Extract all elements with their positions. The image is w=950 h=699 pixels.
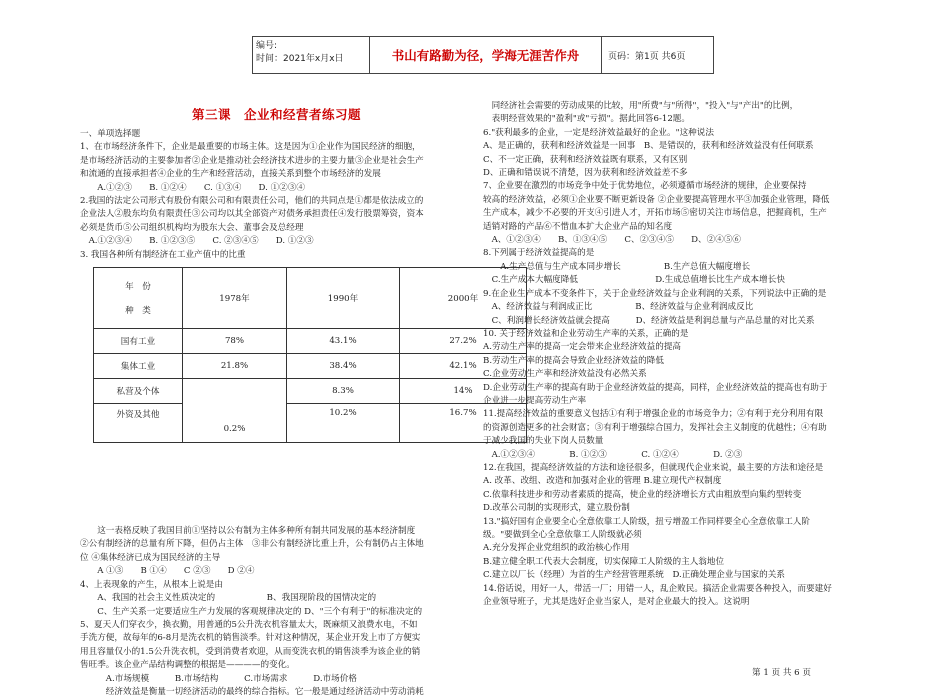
text-line: A. 改革、改组、改造和加强对企业的管理 B.建立现代产权制度 <box>483 476 722 487</box>
text-line: C、生产关系一定要适应生产力发展的客观规律决定的 D、"三个有利于"的标准决定的 <box>80 606 423 617</box>
text-line: B.建立健全职工代表大会制度，切实保障工人阶级的主人翁地位 <box>483 556 725 567</box>
text-line: A、我国的社会主义性质决定的 B、我国现阶段的国情决定的 <box>80 593 377 604</box>
table-row-label: 私营及个体 <box>94 379 183 404</box>
document-header <box>252 36 714 74</box>
table-row <box>94 379 527 404</box>
table-cell: 8.3% <box>287 379 400 404</box>
text-line: A.①②③④ B. ①②③⑤ C. ②③④⑤ D. ①②③ <box>80 236 314 247</box>
text-line: A.①②③④ B. ①②③ C. ①②④ D. ②③ <box>483 449 743 460</box>
text-line: 手洗方便，故每年的6-8月是洗衣机的销售淡季。针对这种情况，某企业开发上市了方便实 <box>80 633 421 644</box>
text-line: 位 ④集体经济已成为国民经济的主导 <box>80 552 221 563</box>
text-line: 于减少我国的失业下岗人员数量 <box>483 436 604 447</box>
table-cell: 16.7% <box>400 404 527 443</box>
page-title: 第三课 企业和经营者练习题 <box>192 107 362 122</box>
table-row-label: 集体工业 <box>94 354 183 379</box>
text-line: C、利润增长经济效益就会提高 D、经济效益是利润总量与产品总量的对比关系 <box>483 315 815 326</box>
text-line: 7、企业要在激烈的市场竞争中处于优势地位，必须遵循市场经济的规律，企业要保持 <box>483 181 807 192</box>
table-cell: 10.2% <box>287 404 400 443</box>
table-cell: 0.2% <box>183 379 287 443</box>
text-line: 售旺季。该企业产品结构调整的根据是————的变化。 <box>80 660 295 671</box>
table-cell: 38.4% <box>287 354 400 379</box>
table-year-1978: 1978年 <box>183 268 287 329</box>
text-line: 10. 关于经济效益和企业劳动生产率的关系，正确的是 <box>483 328 689 339</box>
text-line: A、经济效益与利润成正比 B、经济效益与企业利润成反比 <box>483 302 754 313</box>
table-cell: 78% <box>183 329 287 354</box>
text-line: 适销对路的产品⑥不惜血本扩大企业产品的知名度 <box>483 221 673 232</box>
table-cell: 43.1% <box>287 329 400 354</box>
table-row-label: 外资及其他 <box>94 404 183 443</box>
text-line: A.劳动生产率的提高一定会带来企业经济效益的提高 <box>483 342 682 353</box>
text-line: 企业法人②股东均负有限责任③公司均以其全部资产对债务承担责任④发行股票筹资，资本 <box>80 209 424 220</box>
text-line: C.依靠科技进步和劳动者素质的提高，使企业的经济增长方式由粗放型向集约型转变 <box>483 489 802 500</box>
table-cell: 21.8% <box>183 354 287 379</box>
text-line: 表明经营效果的"盈利"或"亏损"。据此回答6-12题。 <box>483 114 690 125</box>
text-line: 和流通的直接承担者④企业的生产和经营活动，直接关系到整个市场经济的发展 <box>80 169 381 180</box>
text-line: 经济效益是衡量一切经济活动的最终的综合指标。它一般是通过经济活动中劳动消耗 <box>80 686 424 697</box>
text-line: D.改革公司制的实现形式，建立股份制 <box>483 503 630 514</box>
table-year-1990: 1990年 <box>287 268 400 329</box>
table-row <box>94 404 527 443</box>
table-year-2000: 2000年 <box>400 268 527 329</box>
table-corner <box>94 268 183 329</box>
table-row <box>94 329 527 354</box>
right-column <box>483 100 878 609</box>
text-line: 企业领导班子，尤其是选好企业当家人，是对企业最大的投入。这说明 <box>483 597 750 608</box>
text-line: 生产成本，减少不必要的开支④引进人才，开拓市场⑤密切关注市场信息，把握商机，生产 <box>483 208 827 219</box>
table-head-top: 年 份 <box>125 282 151 292</box>
ownership-table <box>93 267 527 443</box>
text-line: A ①③ B ①④ C ②③ D ②④ <box>80 566 255 577</box>
text-line: 8.下列属于经济效益提高的是 <box>483 248 595 259</box>
text-line: 11.提高经济效益的重要意义包括①有利于增强企业的市场竞争力；②有利于充分利用有限 <box>483 409 824 420</box>
table-row <box>94 354 527 379</box>
header-motto: 书山有路勤为径，学海无涯苦作舟 <box>370 37 602 73</box>
text-line: C.企业劳动生产率和经济效益没有必然关系 <box>483 369 647 380</box>
q3-label: 3. 我国各种所有制经济在工业产值中的比重 <box>80 249 246 260</box>
text-line: A.充分发挥企业党组织的政治核心作用 <box>483 543 630 554</box>
table-cell: 42.1% <box>400 354 527 379</box>
text-line: 4、上表现象的产生，从根本上说是由 <box>80 579 223 590</box>
text-line: 必须是货币⑤公司组织机构均为股东大会、董事会及总经理 <box>80 222 304 233</box>
left-questions-top <box>80 128 475 249</box>
text-line: A、是正确的，获利和经济效益是一回事 B、是错误的，获利和经济效益没有任何联系 <box>483 141 814 152</box>
text-line: 12.在我国，提高经济效益的方法和途径很多，但就现代企业来说，最主要的方法和途径是 <box>483 462 824 473</box>
text-line: A.①②③ B. ①②④ C. ①③④ D. ①②③④ <box>80 182 305 193</box>
text-line: C.生产成本大幅度降低 D.生成总值增长比生产成本增长快 <box>483 275 785 286</box>
text-line: 14.俗话说，用好一人，带活一厂；用错一人，乱企败民。搞活企业需要各种投入，而要建好 <box>483 583 832 594</box>
text-line: 较高的经济效益，必须①企业要不断更新设备 ②企业要提高管理水平③加强企业管理，降低 <box>483 194 830 205</box>
text-line: A.生产总值与生产成本同步增长 B.生产总值大幅度增长 <box>483 261 751 272</box>
text-line: 9.在企业生产成本不变条件下，关于企业经济效益与企业利润的关系，下列说法中正确的是 <box>483 288 827 299</box>
code-label: 编号: <box>256 41 278 51</box>
text-line: 是市场经济活动的主要参加者②企业是推动社会经济技术进步的主要力量③企业是社会生产 <box>80 155 424 166</box>
text-line: 13."搞好国有企业要全心全意依靠工人阶级，扭亏增盈工作同样要全心全意依靠工人阶 <box>483 516 810 527</box>
table-cell: 27.2% <box>400 329 527 354</box>
text-line: A.市场规模 B.市场结构 C.市场需求 D.市场价格 <box>80 673 357 684</box>
text-line: 企业进一步提高劳动生产率 <box>483 395 587 406</box>
text-line: D、正确和错误说不清楚，因为获利和经济效益差不多 <box>483 168 688 179</box>
text-line: C.建立以厂长（经理）为首的生产经营管理系统 D.正确处理企业与国家的关系 <box>483 570 785 581</box>
right-questions <box>483 100 878 609</box>
text-line: 同经济社会需要的劳动成果的比较，用"所费"与"所得"，"投入"与"产出"的比例， <box>483 101 799 111</box>
text-line: 用且容量仅小的1.5公升洗衣机，受到消费者欢迎，从而变洗衣机的销售淡季为该企业的销 <box>80 646 421 657</box>
text-line: 5、夏天人们穿衣少，换衣勤，用普通的5公升洗衣机容量太大，既麻烦又浪费水电，不如 <box>80 619 418 630</box>
text-line: 一、单项选择题 <box>80 129 141 139</box>
text-line: 这一表格反映了我国目前①坚持以公有制为主体多种所有制共同发展的基本经济制度 <box>80 526 416 537</box>
page-footer: 第 1 页 共 6 页 <box>752 668 811 678</box>
table-cell: 14% <box>400 379 527 404</box>
header-page: 页码：第1页 共6页 <box>608 51 686 62</box>
text-line: ②公有制经济的总量有所下降，但仍占主体 ③非公有制经济比重上升，公有制仍占主体地 <box>80 539 424 550</box>
text-line: A、①②③④ B、①③④⑤ C、②③④⑤ D、②④⑤⑥ <box>483 235 742 246</box>
text-line: 级。"要做到全心全意依靠工人阶级就必须 <box>483 530 642 540</box>
text-line: 2.我国的法定公司形式有股份有限公司和有限责任公司，他们的共同点是①都是依法成立的 <box>80 196 424 207</box>
time-label: 时间：2021年x月x日 <box>256 54 344 64</box>
header-meta <box>253 37 370 73</box>
text-line: C、不一定正确，获利和经济效益既有联系，又有区别 <box>483 154 688 165</box>
text-line: 6."获利最多的企业，一定是经济效益最好的企业。"这种说法 <box>483 127 714 138</box>
table-header-row <box>94 268 527 329</box>
table-head-bottom: 种 类 <box>125 306 151 316</box>
left-questions-bottom <box>80 525 475 699</box>
text-line: B.劳动生产率的提高会导致企业经济效益的降低 <box>483 355 664 366</box>
text-line: 的资源创造更多的社会财富；③有利于增强综合国力，发挥社会主义制度的优越性；④有助 <box>483 422 827 433</box>
text-line: 1、在市场经济条件下，企业是最重要的市场主体。这是因为①企业作为国民经济的细胞， <box>80 142 421 153</box>
table-row-label: 国有工业 <box>94 329 183 354</box>
text-line: D.企业劳动生产率的提高有助于企业经济效益的提高，同样，企业经济效益的提高也有助于 <box>483 382 828 393</box>
